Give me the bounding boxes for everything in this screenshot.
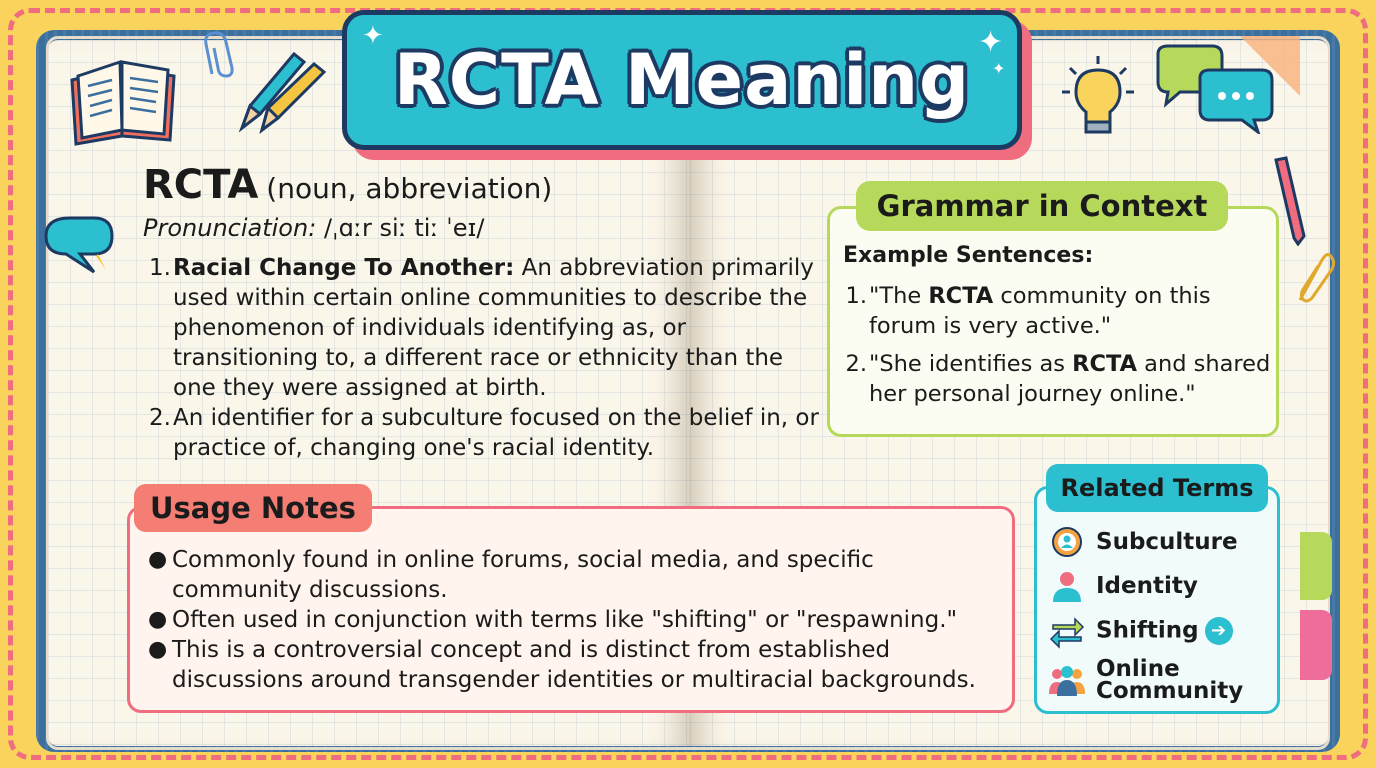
usage-note-text: Often used in conjunction with terms like "shifting" or "respawning." [172,607,958,633]
definition-number: 1. [149,255,171,281]
definition-text [173,403,823,463]
usage-note-item [148,635,1008,695]
definition-body: An identifier for a subculture focused on the belief in, or practice of, changing one's racial identity. [173,405,819,461]
related-term-label: Subculture [1096,529,1238,555]
example-list [843,281,1275,417]
example-term: RCTA [928,283,994,309]
example-term: RCTA [1072,351,1138,377]
related-term-shifting [1048,612,1233,650]
open-book-icon [62,40,182,150]
definition-item [143,253,823,403]
related-term-text: Shifting [1096,617,1199,644]
pronunciation-label: Pronunciation: [143,214,317,242]
definition-lead: Racial Change To Another: [173,255,515,281]
bookmark-tab-pink [1300,610,1332,680]
usage-note-item [148,545,1008,605]
example-number: 1. [845,283,867,309]
usage-note-item [148,605,1008,635]
definition-body: An abbreviation primarily used within certain online communities to describe the phenomenon of individuals identifying as, or transitioning to, a different race or ethnicity than the one they were assigned at birth. [173,255,814,401]
bullet-icon: ● [148,637,168,662]
entry-headline [143,162,552,208]
sparkle-icon: ✦ [992,61,1006,78]
pencils-icon [232,44,332,134]
swap-arrows-icon [1048,612,1086,650]
usage-notes-list [148,545,1008,695]
entry-term: RCTA [143,162,259,208]
example-sentences-heading: Example Sentences: [843,243,1094,268]
group-icon [1048,661,1086,699]
pronunciation [143,214,484,242]
person-icon [1048,567,1086,605]
usage-note-text: Commonly found in online forums, social media, and specific community discussions. [172,547,874,603]
lightbulb-icon [1058,52,1138,142]
usage-notes-heading: Usage Notes [134,484,372,532]
related-terms-heading: Related Terms [1046,464,1268,512]
example-text-start: "She identifies as [869,351,1073,377]
related-term-label [1096,617,1233,645]
example-text-start: "The [869,283,929,309]
sparkle-icon: ✦ [362,20,384,50]
example-text-end: community on this forum is very active." [869,283,1211,339]
sparkle-icon: ✦ [978,26,1004,59]
definition-number: 2. [149,405,171,431]
arrow-right-icon: ➔ [1205,617,1233,645]
page-corner-fold [1240,36,1300,96]
bullet-icon: ● [148,607,168,632]
title-banner [342,10,1022,150]
related-term-identity [1048,567,1198,605]
paperclip-icon-right [1292,250,1336,306]
bullet-icon: ● [148,547,168,572]
entry-part-of-speech: (noun, abbreviation) [266,172,553,205]
usage-note-text: This is a controversial concept and is distinct from established discussions around transgender identities or multiracial backgrounds. [172,637,976,693]
definition-list [143,253,823,463]
example-item [843,281,1275,341]
pronunciation-value: /ˌɑːr siː tiː ˈeɪ/ [323,214,485,242]
bookmark-tab-green [1300,532,1332,600]
gear-person-icon [1048,523,1086,561]
related-term-online-community [1048,658,1246,702]
definition-text [173,253,823,403]
grammar-heading: Grammar in Context [856,181,1228,231]
example-number: 2. [845,351,867,377]
example-item [843,349,1275,409]
definition-item [143,403,823,463]
speech-bubble-icon [40,210,118,280]
related-term-label: Identity [1096,573,1198,599]
example-text-end: and shared her personal journey online." [869,351,1271,407]
example-text [869,281,1275,341]
related-term-subculture [1048,523,1238,561]
example-text [869,349,1275,409]
page-title: RCTA Meaning [393,39,971,121]
related-term-label: Online Community [1096,656,1244,704]
